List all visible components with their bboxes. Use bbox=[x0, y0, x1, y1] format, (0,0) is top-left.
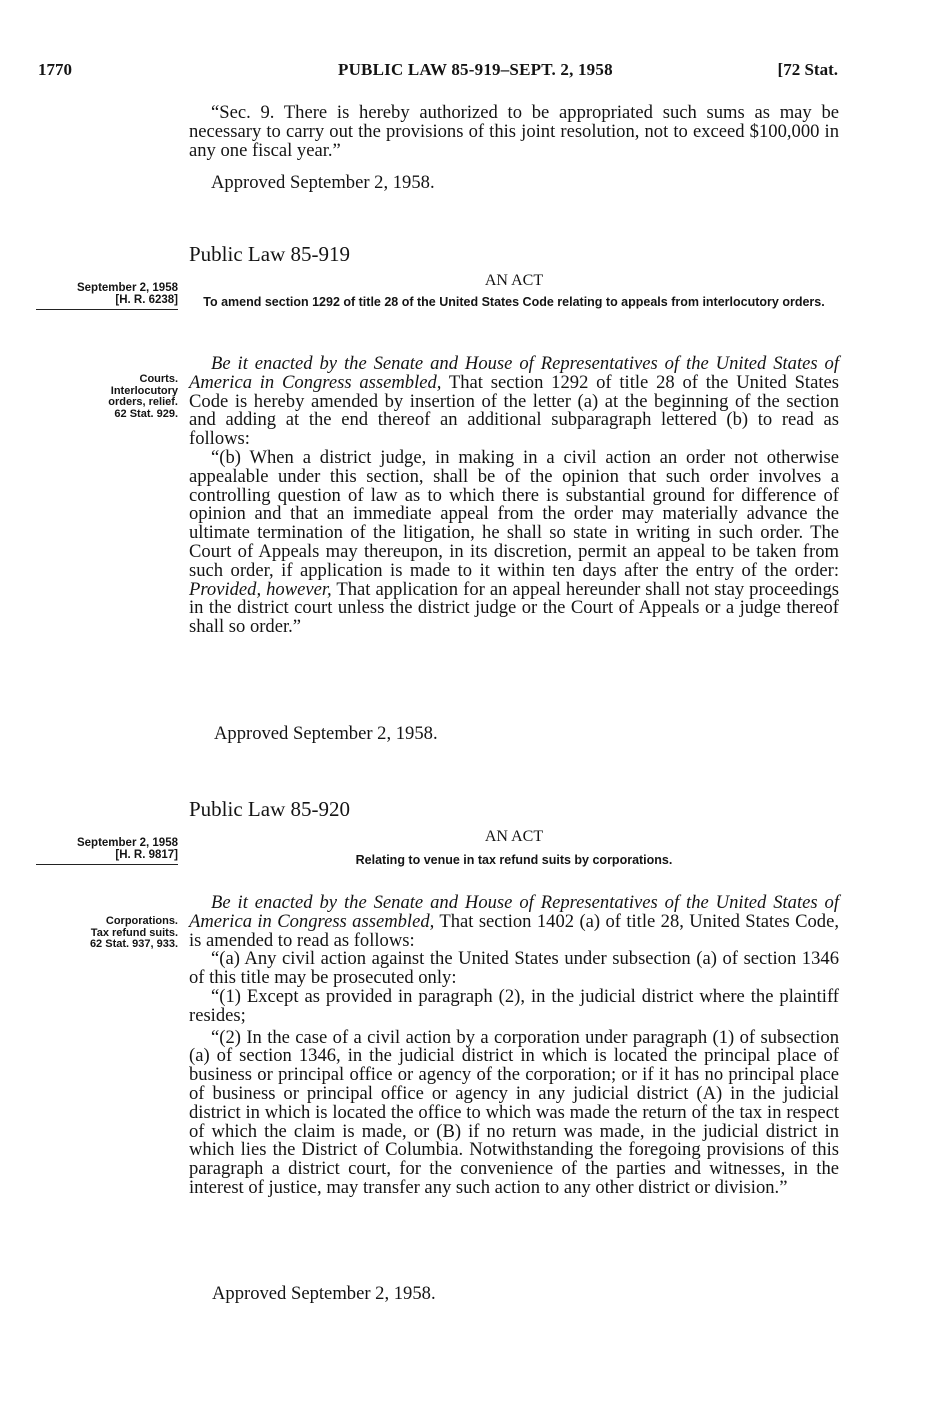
prior-section-text: “Sec. 9. There is hereby authorized to be appropriated such sums as may be necessary to carry out the provisions of this joint resolution, not to exceed $100,000 in any one fiscal year.” bbox=[189, 102, 839, 161]
margin-note: Corporations. bbox=[105, 915, 178, 927]
margin-note: 62 Stat. 929. bbox=[114, 407, 178, 420]
public-law-919-title: Public Law 85-919 bbox=[189, 242, 350, 266]
law-919-subsection-b: “(b) When a district judge, in making in a civil action an order not otherwise appealable under this section, shall be of the opinion that such order involves a controlling question of law as to which there is substantial ground for difference of opinion and that an immediate appeal from the order may materially advance the ultimate termination of the litigation, he shall so state in writing in such order. The Court of Appeals may thereupon, in its discretion, permit an appeal to be taken from such order, if application is made to it within ten days after the entry of the order: Provided, however, That application for an appeal hereunder shall not stay proceedings in the district court unless the district judge or the Court of Appeals or a judge thereof shall so order.” bbox=[189, 446, 840, 638]
law-920-para-2: “(2) In the case of a civil action by a corporation under paragraph (1) of subsection (a) of section 1346, in the judicial district in which is located the principal place of business or principal office or agency of the corporation; or if it has no principal place of business or principal office or agency in any judicial district (A) in the judicial district in which is located the office to which was made the return of the tax in respect of which the claim is made, or (B) if no return was made, in the judicial district in which lies the District of Columbia. Notwithstanding the foregoing provisions of this paragraph a district court, for the convenience of the parties and witnesses, in the interest of justice, may transfer any such action to any other district or division.” bbox=[189, 1026, 839, 1198]
margin-note: Interlocutory bbox=[110, 384, 178, 397]
law-920-enacting-clause: Be it enacted by the Senate and House of Representatives of the United States of America in Congress assembled, That section 1402 (a) of title 28, United States Code, is amended to read as follows: bbox=[189, 892, 839, 951]
law-919-act-label: AN ACT bbox=[484, 272, 544, 289]
law-920-margin-notes bbox=[38, 916, 178, 951]
prior-approved: Approved September 2, 1958. bbox=[211, 172, 435, 193]
law-919-margin-notes bbox=[38, 374, 178, 420]
margin-note: orders, relief. bbox=[108, 396, 178, 408]
running-title: PUBLIC LAW 85-919–SEPT. 2, 1958 bbox=[338, 60, 613, 79]
margin-rule bbox=[36, 864, 178, 865]
law-919-approved: Approved September 2, 1958. bbox=[214, 723, 438, 744]
law-919-enacting-clause: Be it enacted by the Senate and House of Representatives of the United States of America in Congress assembled, That section 1292 of title 28 of the United States Code is hereby amended by insertion of the letter (a) at the beginning of the section and adding at the end thereof an additional subparagraph lettered (b) to read as follows: bbox=[189, 353, 839, 450]
margin-rule bbox=[36, 309, 178, 310]
margin-note: 62 Stat. 937, 933. bbox=[89, 938, 178, 950]
margin-note: Courts. bbox=[139, 373, 178, 385]
public-law-920-title: Public Law 85-920 bbox=[189, 797, 350, 821]
law-919-body bbox=[189, 355, 839, 637]
law-919-caption: To amend section 1292 of title 28 of the United States Code relating to appeals from interlocutory orders. bbox=[203, 295, 825, 309]
volume-reference: [72 Stat. bbox=[777, 60, 838, 79]
law-919-bill: [H. R. 6238] bbox=[115, 294, 178, 306]
law-920-caption: Relating to venue in tax refund suits by corporations. bbox=[355, 853, 673, 867]
law-920-para-a: “(a) Any civil action against the United States under subsection (a) of section 1346 of this title may be prosecuted only: bbox=[189, 948, 839, 989]
running-header bbox=[38, 60, 838, 90]
law-920-bill: [H. R. 9817] bbox=[115, 849, 178, 861]
page-number: 1770 bbox=[38, 60, 72, 79]
law-920-approved: Approved September 2, 1958. bbox=[212, 1283, 436, 1304]
law-920-margin-date bbox=[38, 837, 178, 865]
law-920-date: September 2, 1958 bbox=[76, 837, 178, 849]
law-919-date: September 2, 1958 bbox=[76, 282, 178, 294]
law-920-body bbox=[189, 894, 839, 1198]
law-920-act-label: AN ACT bbox=[484, 828, 544, 845]
margin-note: Tax refund suits. bbox=[90, 926, 178, 939]
law-919-margin-date bbox=[38, 282, 178, 310]
law-920-para-1: “(1) Except as provided in paragraph (2), in the judicial district where the plaintiff resides; bbox=[189, 985, 839, 1026]
